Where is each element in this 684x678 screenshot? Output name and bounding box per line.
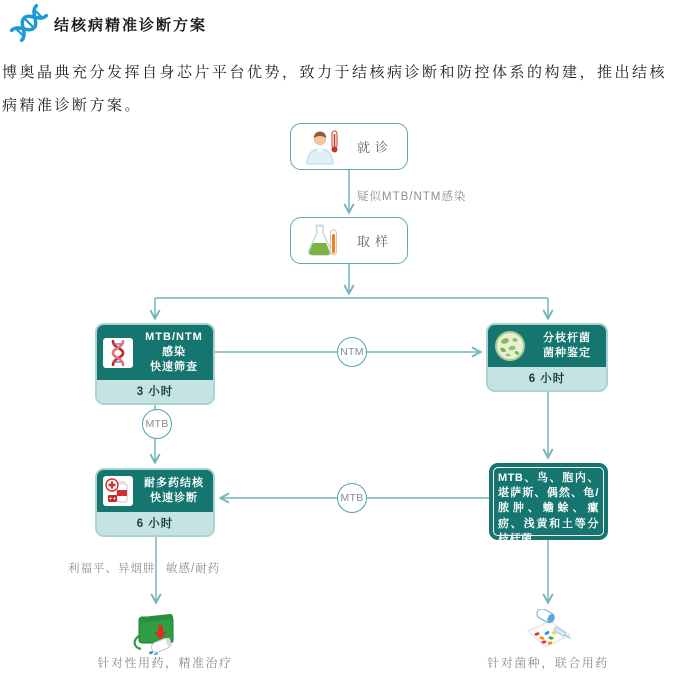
node-identification [486, 323, 608, 392]
node-screening-title-line1: MTB/NTM 感染 [145, 331, 203, 358]
outcome-right-label: 针对菌种，联合用药 [487, 656, 609, 670]
node-visit [290, 123, 408, 170]
node-species-list [489, 463, 608, 545]
dna-chip-icon [103, 338, 133, 368]
node-species-text: MTB、鸟、胞内、堪萨斯、偶然、龟/脓肿、蟾蜍、瘰疬、浅黄和土等分枝杆菌 [493, 467, 604, 536]
first-aid-kit-icon [129, 607, 183, 655]
edge-label-sensitivity: 敏感/耐药 [166, 563, 221, 575]
node-identification-title [532, 331, 602, 361]
node-visit-label: 就诊 [357, 140, 394, 155]
medicine-bottle-icon [103, 476, 133, 506]
node-identification-title-line2: 菌种鉴定 [543, 347, 591, 359]
node-screening-time: 3 小时 [97, 380, 213, 403]
edge-label-suspected: 疑似MTB/NTM感染 [357, 191, 467, 203]
doctor-icon [304, 128, 342, 166]
node-mdr [95, 468, 215, 537]
edge-label-drugs: 利福平、异烟肼 [68, 563, 156, 575]
petri-dish-icon [494, 330, 526, 362]
condition-ntm: NTM [337, 337, 367, 367]
flask-icon [304, 222, 342, 260]
node-screening-header [97, 325, 213, 380]
node-sampling [290, 217, 408, 264]
node-identification-time: 6 小时 [488, 367, 606, 390]
node-identification-title-line1: 分枝杆菌 [543, 332, 591, 344]
node-mdr-header [97, 470, 213, 512]
node-mdr-title-line1: 耐多药结核 [144, 477, 204, 489]
node-mdr-title [139, 476, 209, 506]
outcome-left-label: 针对性用药，精准治疗 [97, 656, 233, 670]
node-identification-header [488, 325, 606, 367]
pills-syringe-icon [520, 609, 576, 655]
node-screening-title [139, 330, 209, 375]
page-title: 结核病精准诊断方案 [54, 17, 208, 34]
node-sampling-label: 取样 [357, 234, 394, 249]
dna-helix-icon [8, 2, 50, 44]
intro-paragraph: 博奥晶典充分发挥自身芯片平台优势，致力于结核病诊断和防控体系的构建，推出结核病精准诊断方案。 [2, 64, 668, 114]
node-screening [95, 323, 215, 405]
node-screening-title-line2: 快速筛查 [150, 361, 198, 373]
condition-mtb-mid: MTB [337, 483, 367, 513]
node-mdr-title-line2: 快速诊断 [150, 492, 198, 504]
node-mdr-time: 6 小时 [97, 512, 213, 535]
condition-mtb-left: MTB [142, 409, 172, 439]
